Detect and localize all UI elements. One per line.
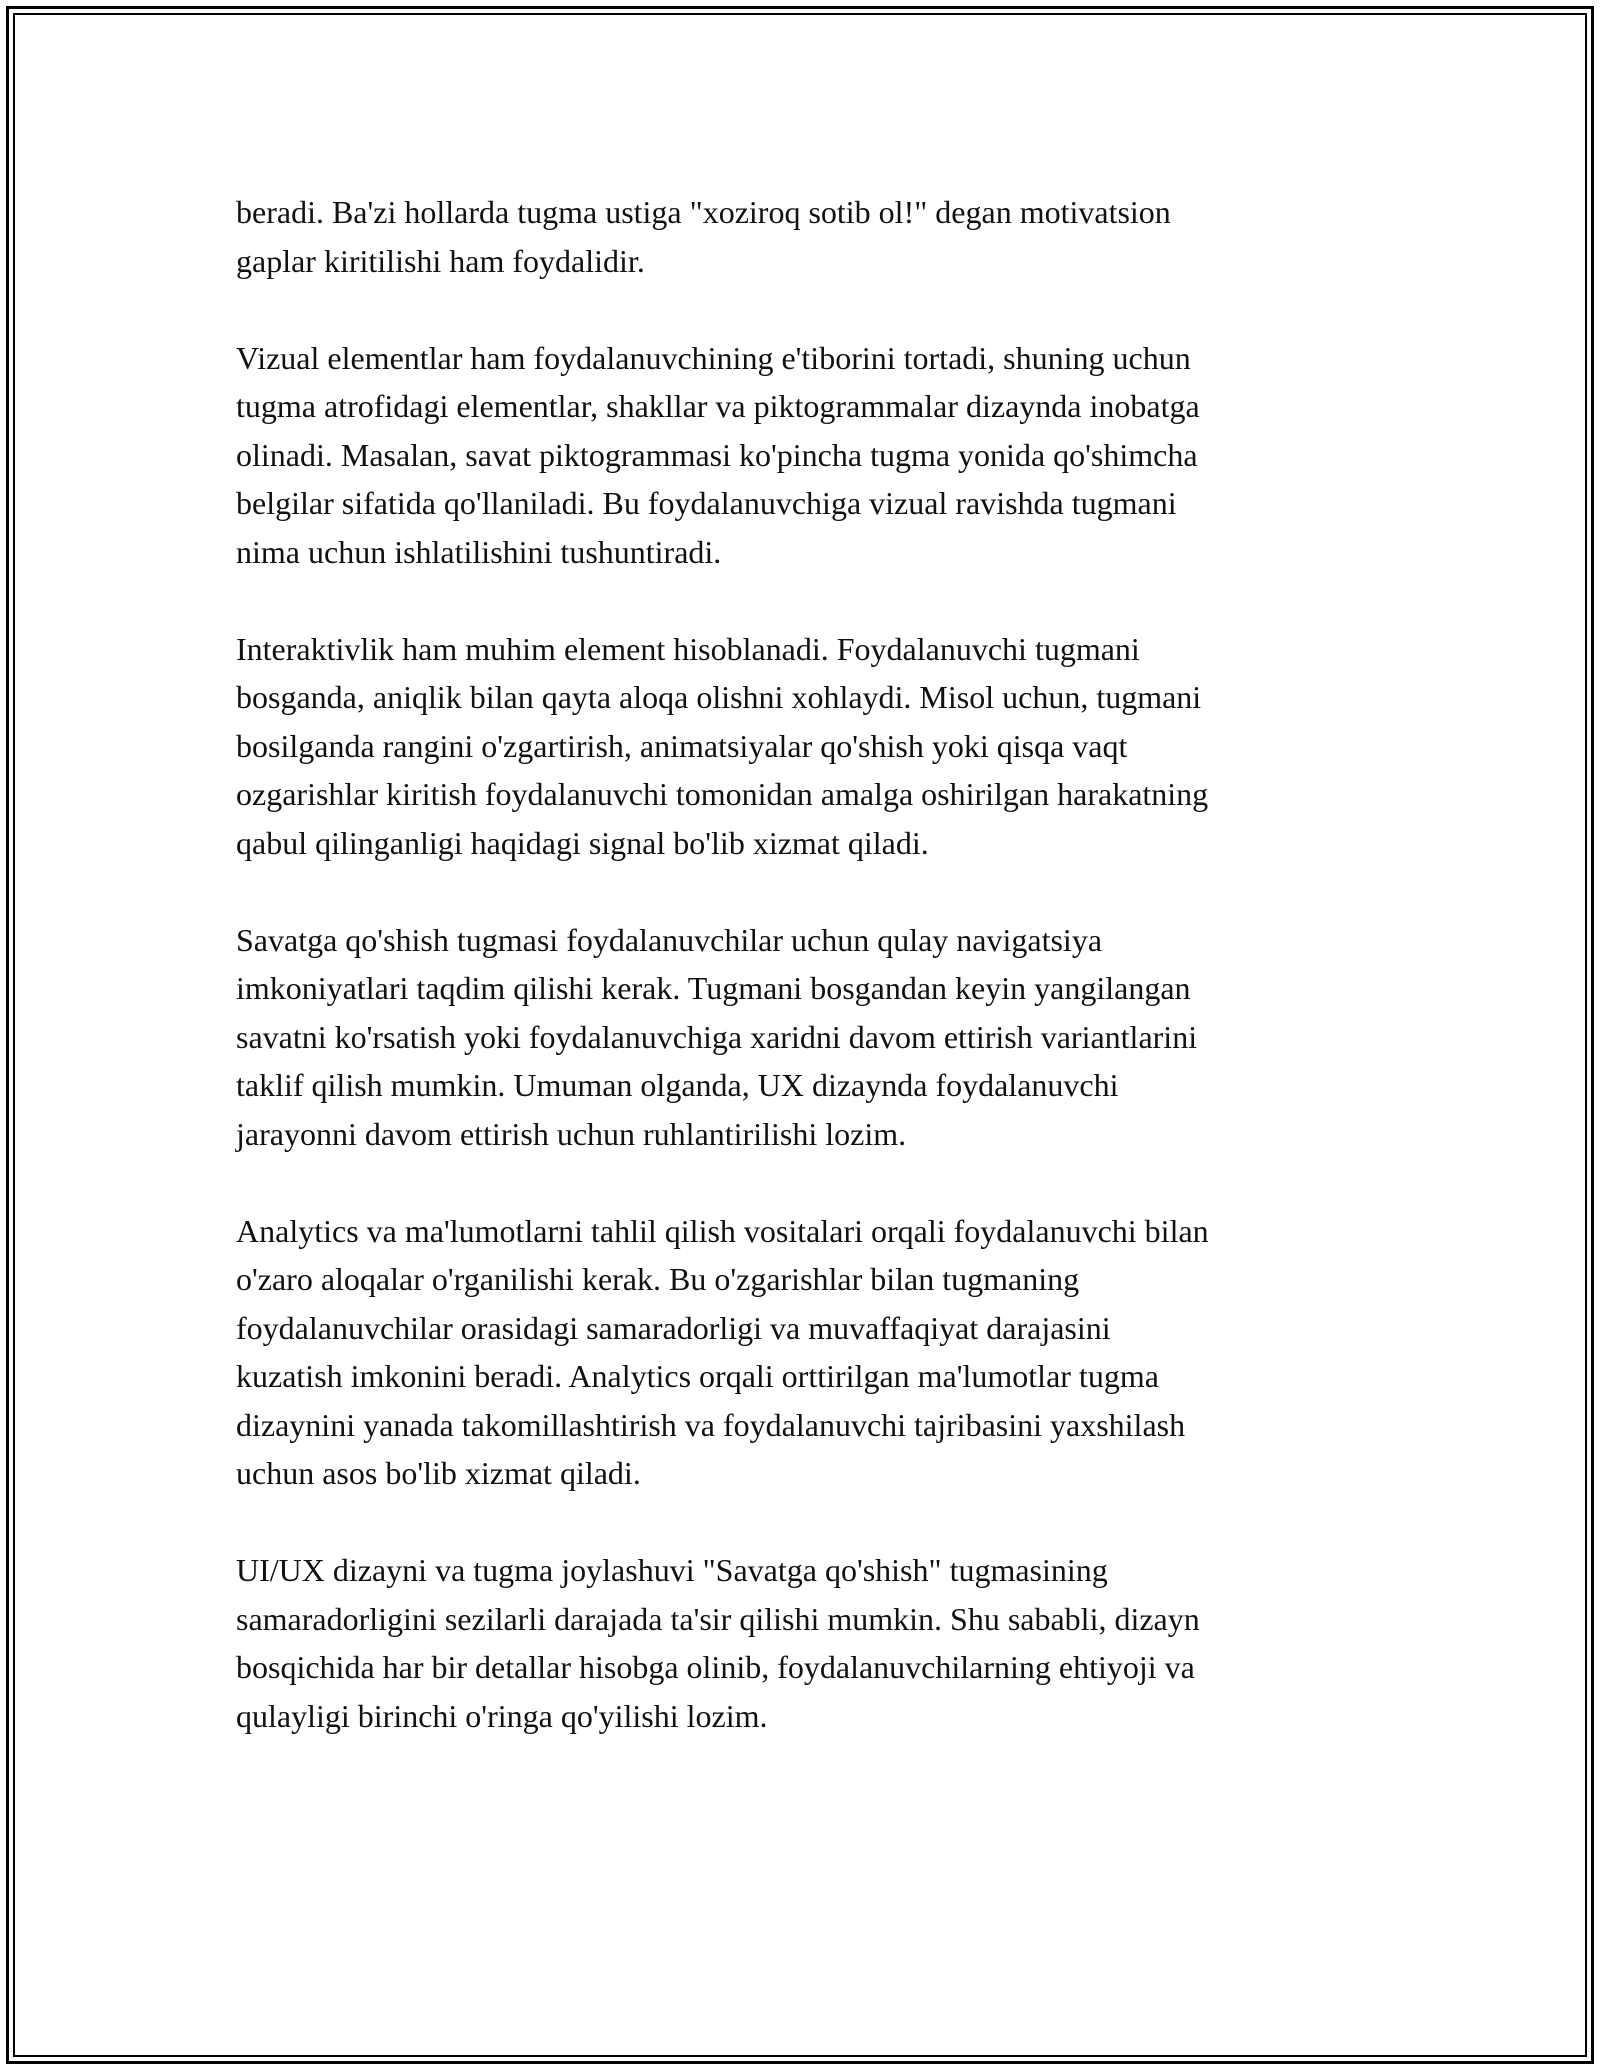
paragraph-4: Savatga qo'shish tugmasi foydalanuvchilar uchun qulay navigatsiya imkoniyatlari taqdim qilishi kerak. Tugmani bosgandan keyin yangilangan savatni ko'rsatish yoki foydalanuvchiga xaridni davom ettirish variantlarini taklif qilish mumkin. Umuman olganda, UX dizaynda foydalanuvchi jarayonni davom ettirish uchun ruhlantirilishi lozim. xyxy=(236,921,1198,1152)
paragraph-5: Analytics va ma'lumotlarni tahlil qilish vositalari orqali foydalanuvchi bilan o'zaro aloqalar o'rganilishi kerak. Bu o'zgarishlar bilan tugmaning foydalanuvchilar orasidagi samaradorligi va muvaffaqiyat darajasini kuzatish imkonini beradi. Analytics orqali orttirilgan ma'lumotlar tugma dizaynini yanada takomillashtirish va foydalanuvchi tajribasini yaxshilash uchun asos bo'lib xizmat qiladi. xyxy=(236,1212,1209,1491)
paragraph-2: Vizual elementlar ham foydalanuvchining e'tiborini tortadi, shuning uchun tugma atrofidagi elementlar, shakllar va piktogrammalar dizaynda inobatga olinadi. Masalan, savat piktogrammasi ko'pincha tugma yonida qo'shimcha belgilar sifatida qo'llaniladi. Bu foydalanuvchiga vizual ravishda tugmani nima uchun ishlatilishini tushuntiradi. xyxy=(236,339,1200,570)
paragraph-6: UI/UX dizayni va tugma joylashuvi "Savatga qo'shish" tugmasining samaradorligini sezilarli darajada ta'sir qilishi mumkin. Shu sababli, dizayn bosqichida har bir detallar hisobga olinib, foydalanuvchilarning ehtiyoji va qulayligi birinchi o'ringa qo'yilishi lozim. xyxy=(236,1552,1200,1734)
document-body xyxy=(236,188,1366,1789)
paragraph-1: beradi. Ba'zi hollarda tugma ustiga "xoziroq sotib ol!" degan motivatsion gaplar kiritilishi ham foydalidir. xyxy=(236,194,1171,279)
paragraph-3: Interaktivlik ham muhim element hisoblanadi. Foydalanuvchi tugmani bosganda, aniqlik bilan qayta aloqa olishni xohlaydi. Misol uchun, tugmani bosilganda rangini o'zgartirish, animatsiyalar qo'shish yoki qisqa vaqt ozgarishlar kiritish foydalanuvchi tomonidan amalga oshirilgan harakatning qabul qilinganligi haqidagi signal bo'lib xizmat qiladi. xyxy=(236,630,1209,861)
